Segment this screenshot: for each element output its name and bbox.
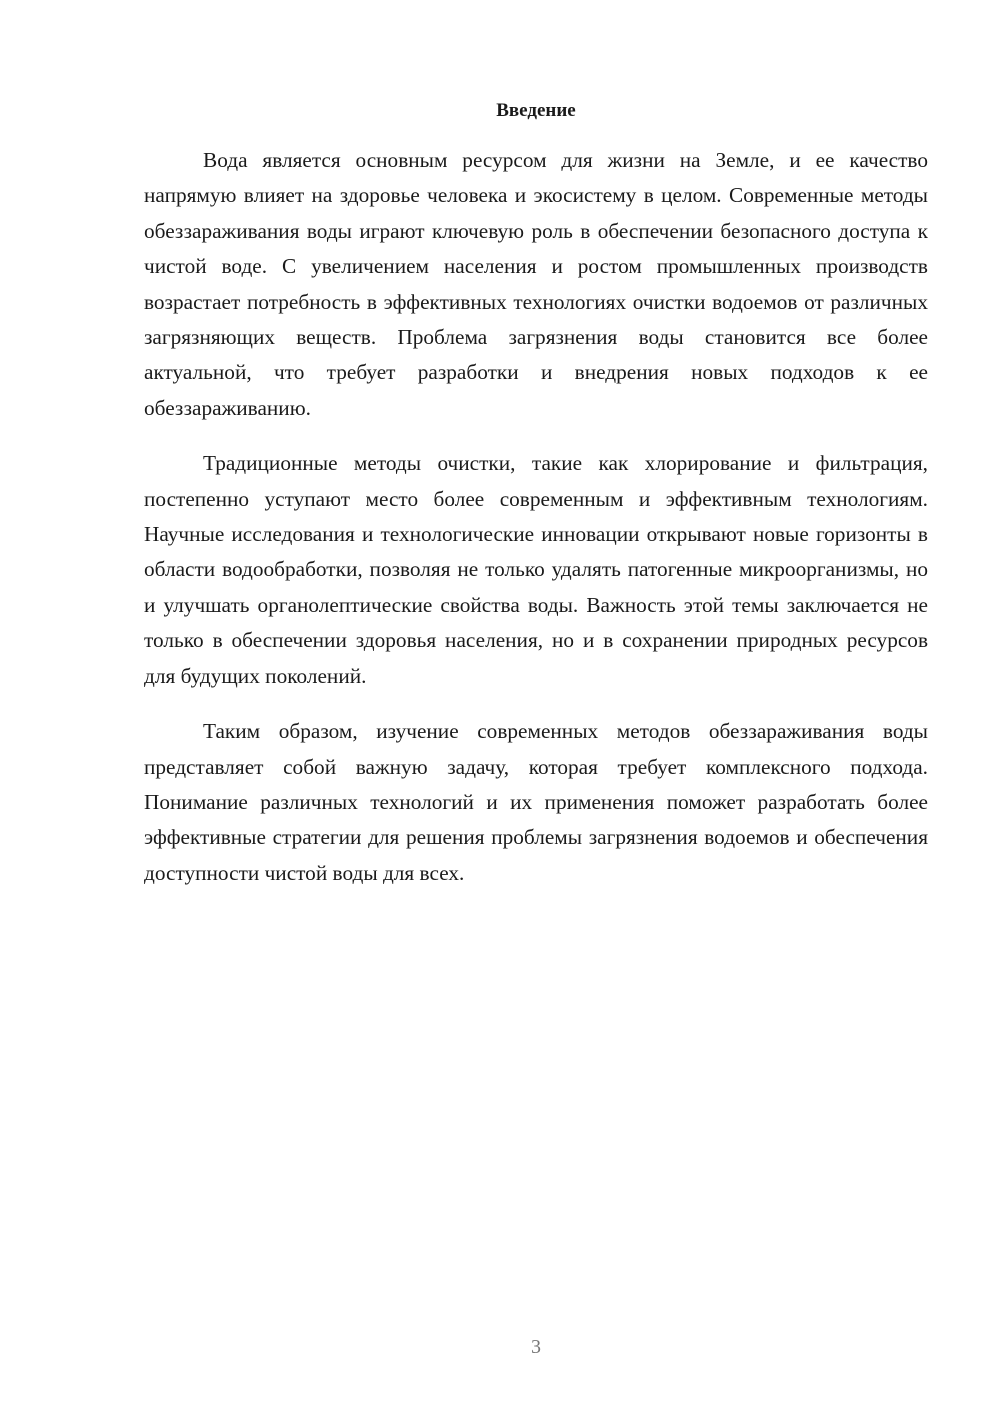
page-number: 3	[531, 1336, 541, 1358]
paragraph-2: Традиционные методы очистки, такие как хлорирование и фильтрация, постепенно уступают место более современным и эффективным технологиям. Научные исследования и технологические инновации открывают новые горизонты в области водообработки, позволяя не только удалять патогенные микроорганизмы, но и улучшать органолептические свойства воды. Важность этой темы заключается не только в обеспечении здоровья населения, но и в сохранении природных ресурсов для будущих поколений.	[144, 451, 928, 688]
section-title: Введение	[496, 100, 576, 121]
body-text	[144, 143, 928, 911]
paragraph-1: Вода является основным ресурсом для жизни на Земле, и ее качество напрямую влияет на здоровье человека и экосистему в целом. Современные методы обеззараживания воды играют ключевую роль в обеспечении безопасного доступа к чистой воде. С увеличением населения и ростом промышленных производств возрастает потребность в эффективных технологиях очистки водоемов от различных загрязняющих веществ. Проблема загрязнения воды становится все более актуальной, что требует разработки и внедрения новых подходов к ее обеззараживанию.	[144, 148, 928, 420]
paragraph-3: Таким образом, изучение современных методов обеззараживания воды представляет собой важную задачу, которая требует комплексного подхода. Понимание различных технологий и их применения поможет разработать более эффективные стратегии для решения проблемы загрязнения водоемов и обеспечения доступности чистой воды для всех.	[144, 719, 928, 885]
